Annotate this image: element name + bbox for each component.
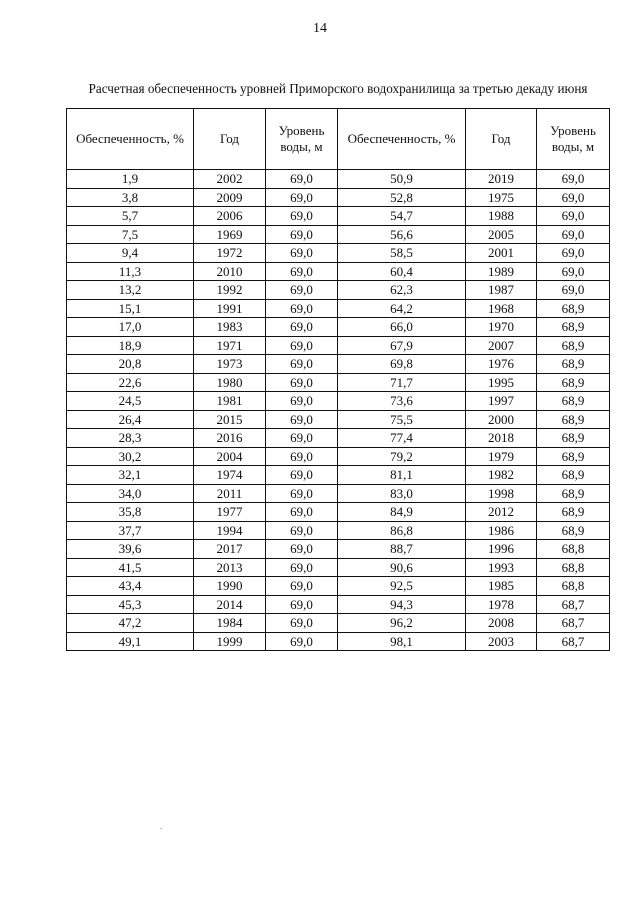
probability-cell: 37,7 (67, 521, 194, 540)
year-cell: 2008 (466, 614, 537, 633)
table-row (67, 373, 610, 392)
level-cell: 68,9 (537, 466, 610, 485)
year-cell: 1985 (466, 577, 537, 596)
header-level-2: Уровень воды, м (537, 109, 610, 170)
level-cell: 69,0 (537, 281, 610, 300)
probability-cell: 43,4 (67, 577, 194, 596)
header-year-1: Год (194, 109, 266, 170)
level-cell: 69,0 (266, 170, 338, 189)
header-row (67, 109, 610, 170)
year-cell: 1992 (194, 281, 266, 300)
probability-cell: 5,7 (67, 207, 194, 226)
header-probability-2: Обеспеченность, % (338, 109, 466, 170)
year-cell: 2003 (466, 632, 537, 651)
level-cell: 68,9 (537, 392, 610, 411)
year-cell: 1981 (194, 392, 266, 411)
level-cell: 68,9 (537, 373, 610, 392)
probability-cell: 15,1 (67, 299, 194, 318)
probability-cell: 50,9 (338, 170, 466, 189)
level-cell: 69,0 (537, 262, 610, 281)
level-cell: 69,0 (266, 466, 338, 485)
year-cell: 1973 (194, 355, 266, 374)
scan-speck (160, 828, 162, 829)
probability-cell: 67,9 (338, 336, 466, 355)
level-cell: 69,0 (266, 188, 338, 207)
year-cell: 2018 (466, 429, 537, 448)
year-cell: 1977 (194, 503, 266, 522)
table-row (67, 299, 610, 318)
level-cell: 68,7 (537, 595, 610, 614)
probability-cell: 35,8 (67, 503, 194, 522)
probability-cell: 32,1 (67, 466, 194, 485)
year-cell: 1982 (466, 466, 537, 485)
probability-cell: 96,2 (338, 614, 466, 633)
table-row (67, 540, 610, 559)
table-row (67, 188, 610, 207)
level-cell: 69,0 (266, 484, 338, 503)
probability-cell: 3,8 (67, 188, 194, 207)
level-cell: 69,0 (266, 355, 338, 374)
level-cell: 69,0 (266, 577, 338, 596)
year-cell: 1971 (194, 336, 266, 355)
year-cell: 2017 (194, 540, 266, 559)
table-row (67, 595, 610, 614)
level-cell: 69,0 (266, 540, 338, 559)
table-row (67, 392, 610, 411)
probability-cell: 54,7 (338, 207, 466, 226)
probability-cell: 77,4 (338, 429, 466, 448)
probability-cell: 73,6 (338, 392, 466, 411)
year-cell: 1988 (466, 207, 537, 226)
probability-cell: 26,4 (67, 410, 194, 429)
year-cell: 1976 (466, 355, 537, 374)
level-cell: 68,8 (537, 558, 610, 577)
year-cell: 2005 (466, 225, 537, 244)
probability-cell: 52,8 (338, 188, 466, 207)
table-row (67, 318, 610, 337)
level-cell: 68,9 (537, 447, 610, 466)
table-row (67, 225, 610, 244)
year-cell: 1968 (466, 299, 537, 318)
probability-cell: 64,2 (338, 299, 466, 318)
level-cell: 69,0 (266, 558, 338, 577)
probability-cell: 83,0 (338, 484, 466, 503)
level-cell: 68,9 (537, 521, 610, 540)
level-cell: 69,0 (266, 262, 338, 281)
probability-cell: 92,5 (338, 577, 466, 596)
probability-cell: 34,0 (67, 484, 194, 503)
probability-cell: 45,3 (67, 595, 194, 614)
year-cell: 2016 (194, 429, 266, 448)
year-cell: 2007 (466, 336, 537, 355)
probability-cell: 39,6 (67, 540, 194, 559)
probability-cell: 90,6 (338, 558, 466, 577)
level-cell: 69,0 (537, 225, 610, 244)
table-row (67, 614, 610, 633)
year-cell: 1972 (194, 244, 266, 263)
probability-cell: 66,0 (338, 318, 466, 337)
level-cell: 68,9 (537, 503, 610, 522)
level-cell: 69,0 (266, 281, 338, 300)
table-row (67, 429, 610, 448)
level-cell: 68,9 (537, 484, 610, 503)
level-cell: 69,0 (537, 188, 610, 207)
year-cell: 2006 (194, 207, 266, 226)
level-cell: 69,0 (266, 336, 338, 355)
year-cell: 1969 (194, 225, 266, 244)
level-cell: 68,9 (537, 299, 610, 318)
year-cell: 1997 (466, 392, 537, 411)
level-cell: 69,0 (537, 244, 610, 263)
probability-cell: 18,9 (67, 336, 194, 355)
header-year-2: Год (466, 109, 537, 170)
year-cell: 1980 (194, 373, 266, 392)
header-level-1: Уровень воды, м (266, 109, 338, 170)
level-cell: 68,9 (537, 429, 610, 448)
probability-cell: 86,8 (338, 521, 466, 540)
year-cell: 2012 (466, 503, 537, 522)
table-row (67, 170, 610, 189)
probability-cell: 28,3 (67, 429, 194, 448)
probability-cell: 79,2 (338, 447, 466, 466)
year-cell: 2014 (194, 595, 266, 614)
probability-cell: 71,7 (338, 373, 466, 392)
year-cell: 2001 (466, 244, 537, 263)
header-probability-1: Обеспеченность, % (67, 109, 194, 170)
table-title: Расчетная обеспеченность уровней Приморского водохранилища за третью декаду июня (88, 81, 588, 96)
table-row (67, 336, 610, 355)
level-cell: 68,8 (537, 577, 610, 596)
level-cell: 69,0 (537, 207, 610, 226)
level-cell: 69,0 (266, 207, 338, 226)
probability-cell: 88,7 (338, 540, 466, 559)
probability-cell: 98,1 (338, 632, 466, 651)
table-row (67, 244, 610, 263)
year-cell: 2004 (194, 447, 266, 466)
probability-cell: 69,8 (338, 355, 466, 374)
probability-cell: 11,3 (67, 262, 194, 281)
year-cell: 1974 (194, 466, 266, 485)
probability-cell: 62,3 (338, 281, 466, 300)
table-row (67, 466, 610, 485)
year-cell: 1999 (194, 632, 266, 651)
probability-cell: 81,1 (338, 466, 466, 485)
year-cell: 1990 (194, 577, 266, 596)
probability-cell: 1,9 (67, 170, 194, 189)
table-row (67, 577, 610, 596)
level-cell: 69,0 (266, 632, 338, 651)
probability-cell: 22,6 (67, 373, 194, 392)
year-cell: 1991 (194, 299, 266, 318)
level-cell: 69,0 (266, 595, 338, 614)
level-cell: 69,0 (266, 244, 338, 263)
level-cell: 69,0 (266, 373, 338, 392)
level-cell: 69,0 (266, 225, 338, 244)
table-row (67, 521, 610, 540)
table-row (67, 355, 610, 374)
year-cell: 1989 (466, 262, 537, 281)
probability-cell: 84,9 (338, 503, 466, 522)
probability-cell: 47,2 (67, 614, 194, 633)
table-row (67, 447, 610, 466)
table-row (67, 503, 610, 522)
level-cell: 69,0 (266, 614, 338, 633)
year-cell: 1979 (466, 447, 537, 466)
year-cell: 1975 (466, 188, 537, 207)
level-cell: 69,0 (266, 299, 338, 318)
year-cell: 2009 (194, 188, 266, 207)
year-cell: 1987 (466, 281, 537, 300)
year-cell: 2015 (194, 410, 266, 429)
year-cell: 1986 (466, 521, 537, 540)
table-row (67, 262, 610, 281)
year-cell: 2011 (194, 484, 266, 503)
level-cell: 69,0 (266, 447, 338, 466)
level-cell: 69,0 (537, 170, 610, 189)
year-cell: 1970 (466, 318, 537, 337)
year-cell: 1995 (466, 373, 537, 392)
level-cell: 68,9 (537, 318, 610, 337)
probability-cell: 17,0 (67, 318, 194, 337)
table-row (67, 281, 610, 300)
probability-cell: 9,4 (67, 244, 194, 263)
table-row (67, 632, 610, 651)
page-number: 14 (313, 21, 327, 36)
year-cell: 2002 (194, 170, 266, 189)
table-body (67, 170, 610, 651)
level-cell: 69,0 (266, 503, 338, 522)
level-cell: 69,0 (266, 392, 338, 411)
level-cell: 69,0 (266, 410, 338, 429)
year-cell: 2000 (466, 410, 537, 429)
probability-cell: 94,3 (338, 595, 466, 614)
probability-cell: 30,2 (67, 447, 194, 466)
year-cell: 1994 (194, 521, 266, 540)
level-cell: 68,9 (537, 355, 610, 374)
year-cell: 2013 (194, 558, 266, 577)
table-row (67, 558, 610, 577)
year-cell: 1978 (466, 595, 537, 614)
year-cell: 1993 (466, 558, 537, 577)
probability-cell: 75,5 (338, 410, 466, 429)
level-cell: 69,0 (266, 429, 338, 448)
probability-cell: 56,6 (338, 225, 466, 244)
table-row (67, 410, 610, 429)
level-cell: 68,9 (537, 410, 610, 429)
probability-cell: 24,5 (67, 392, 194, 411)
probability-cell: 20,8 (67, 355, 194, 374)
probability-cell: 13,2 (67, 281, 194, 300)
probability-cell: 49,1 (67, 632, 194, 651)
year-cell: 2019 (466, 170, 537, 189)
year-cell: 1984 (194, 614, 266, 633)
year-cell: 2010 (194, 262, 266, 281)
probability-cell: 58,5 (338, 244, 466, 263)
year-cell: 1998 (466, 484, 537, 503)
level-cell: 68,8 (537, 540, 610, 559)
year-cell: 1983 (194, 318, 266, 337)
water-level-table (66, 108, 610, 651)
table-row (67, 484, 610, 503)
level-cell: 69,0 (266, 318, 338, 337)
level-cell: 68,7 (537, 614, 610, 633)
probability-cell: 41,5 (67, 558, 194, 577)
level-cell: 69,0 (266, 521, 338, 540)
probability-cell: 7,5 (67, 225, 194, 244)
table-row (67, 207, 610, 226)
table-header (67, 109, 610, 170)
probability-cell: 60,4 (338, 262, 466, 281)
level-cell: 68,7 (537, 632, 610, 651)
year-cell: 1996 (466, 540, 537, 559)
level-cell: 68,9 (537, 336, 610, 355)
